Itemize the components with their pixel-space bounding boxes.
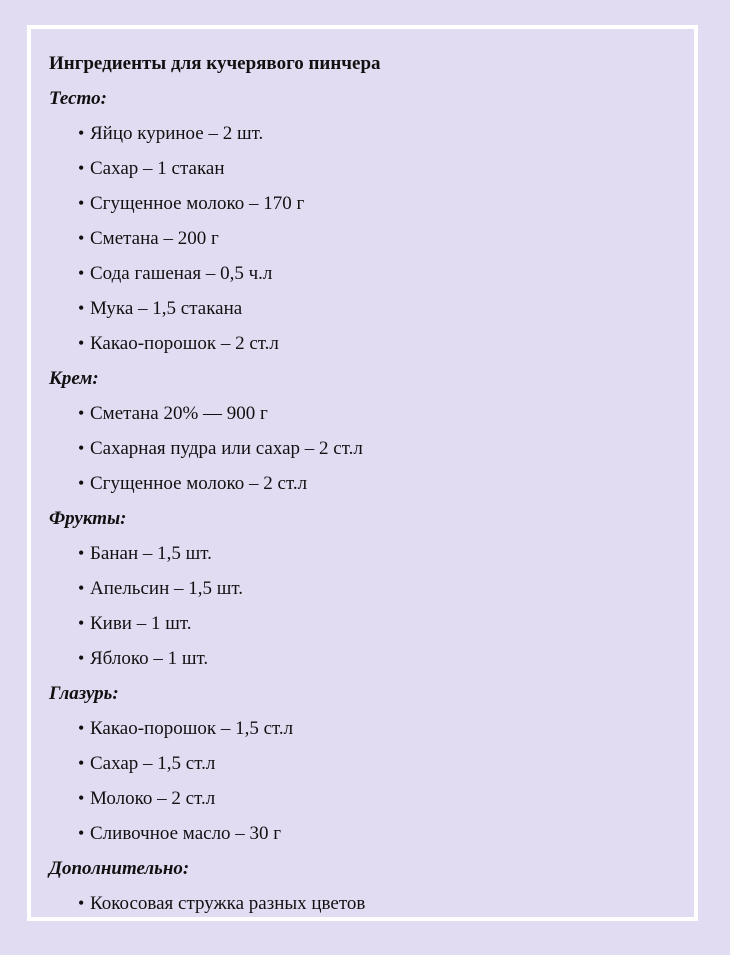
list-item [49,746,684,781]
list-item [49,256,684,291]
bullet-icon: • [78,403,85,423]
recipe-title: Ингредиенты для кучерявого пинчера [49,53,381,74]
list-item [49,116,684,151]
list-item [49,221,684,256]
ingredient-text: Молоко – 2 ст.л [90,788,216,809]
section-glaze [49,676,684,851]
ingredient-text: Сода гашеная – 0,5 ч.л [90,263,273,284]
list-item [49,151,684,186]
bullet-icon: • [78,543,85,563]
section-heading: Крем: [49,368,99,389]
list-item [49,291,684,326]
section-heading: Тесто: [49,88,107,109]
ingredient-text: Сахар – 1 стакан [90,158,225,179]
bullet-icon: • [78,753,85,773]
ingredient-text: Кокосовая стружка разных цветов [90,893,366,914]
section-heading: Дополнительно: [49,858,190,879]
bullet-icon: • [78,648,85,668]
bullet-icon: • [78,193,85,213]
bullet-icon: • [78,613,85,633]
list-item [49,431,684,466]
ingredients-card [27,25,698,921]
list-item [49,886,684,921]
ingredient-text: Какао-порошок – 1,5 ст.л [90,718,294,739]
bullet-icon: • [78,298,85,318]
bullet-icon: • [78,788,85,808]
ingredient-text: Сгущенное молоко – 2 ст.л [90,473,308,494]
list-item [49,326,684,361]
ingredient-text: Яблоко – 1 шт. [90,648,209,669]
bullet-icon: • [78,123,85,143]
list-item [49,186,684,221]
section-fruits [49,501,684,676]
ingredient-list [49,536,684,676]
bullet-icon: • [78,333,85,353]
ingredient-text: Сахар – 1,5 ст.л [90,753,216,774]
bullet-icon: • [78,718,85,738]
list-item [49,816,684,851]
bullet-icon: • [78,228,85,248]
section-dough [49,81,684,361]
ingredient-text: Сливочное масло – 30 г [90,823,282,844]
list-item [49,711,684,746]
ingredient-text: Какао-порошок – 2 ст.л [90,333,279,354]
ingredient-list [49,396,684,501]
ingredient-text: Сгущенное молоко – 170 г [90,193,305,214]
list-item [49,641,684,676]
bullet-icon: • [78,158,85,178]
ingredient-text: Сметана – 200 г [90,228,219,249]
list-item [49,396,684,431]
ingredient-list [49,711,684,851]
bullet-icon: • [78,438,85,458]
ingredient-text: Сметана 20% — 900 г [90,403,268,424]
list-item [49,466,684,501]
bullet-icon: • [78,578,85,598]
bullet-icon: • [78,263,85,283]
list-item [49,536,684,571]
section-heading: Фрукты: [49,508,127,529]
ingredient-text: Сахарная пудра или сахар – 2 ст.л [90,438,363,459]
ingredient-text: Яйцо куриное – 2 шт. [90,123,264,144]
list-item [49,606,684,641]
section-heading: Глазурь: [49,683,119,704]
ingredient-text: Киви – 1 шт. [90,613,192,634]
section-extra [49,851,684,921]
ingredient-text: Апельсин – 1,5 шт. [90,578,243,599]
ingredient-text: Банан – 1,5 шт. [90,543,212,564]
ingredient-text: Мука – 1,5 стакана [90,298,243,319]
bullet-icon: • [78,473,85,493]
ingredient-list [49,886,684,921]
list-item [49,571,684,606]
ingredient-list [49,116,684,361]
bullet-icon: • [78,823,85,843]
list-item [49,781,684,816]
ingredients-content [49,46,684,921]
section-cream [49,361,684,501]
bullet-icon: • [78,893,85,913]
